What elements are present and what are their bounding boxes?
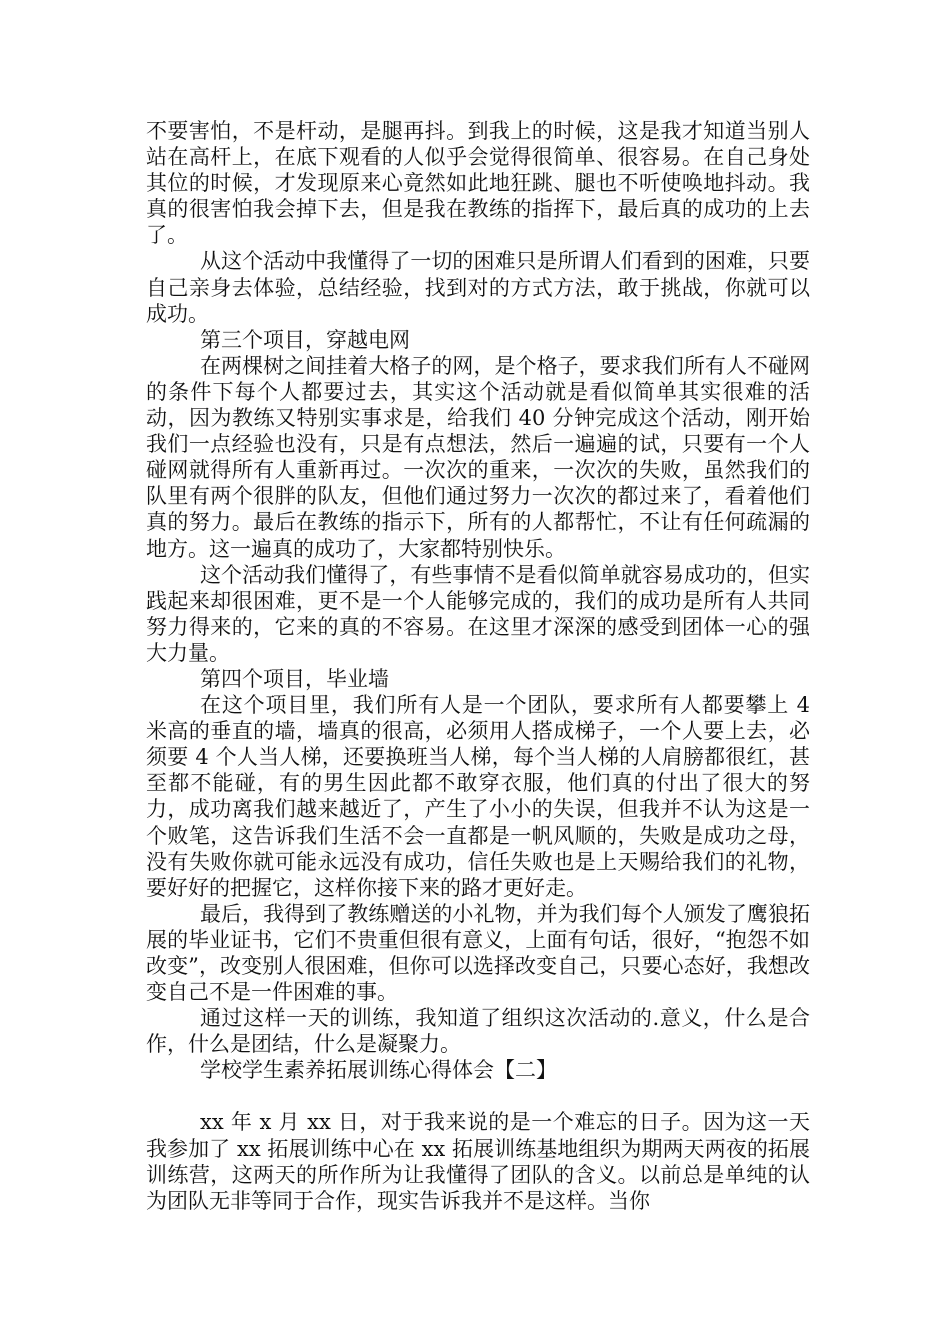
section-heading-project-3: 第三个项目，穿越电网 <box>200 327 410 352</box>
paragraph-4: 这个活动我们懂得了，有些事情不是看似简单就容易成功的，但实践起来却很困难，更不是一个人能够完成的，我们的成功是所有人共同努力得来的，它来的真的不容易。在这里才深深的感受到团体一心的强大力量。 <box>146 562 810 665</box>
paragraph-5: 在这个项目里，我们所有人是一个团队，要求所有人都要攀上 4 米高的垂直的墙，墙真的很高，必须用人搭成梯子，一个人要上去，必须要 4 个人当人梯，还要换班当人梯，每个当人梯的人肩膀都很红，甚至都不能碰，有的男生因此都不敢穿衣服，他们真的付出了很大的努力，成功离我们越来越近了，产生了小小的失误，但我并不认为这是一个败笔，这告诉我们生活不会一直都是一帆风顺的，失败是成功之母，没有失败你就可能永远没有成功，信任失败也是上天赐给我们的礼物，要好好的把握它，这样你接下来的路才更好走。 <box>146 693 810 900</box>
paragraph-7: 通过这样一天的训练，我知道了组织这次活动的.意义，什么是合作，什么是团结，什么是凝聚力。 <box>146 1006 810 1057</box>
section-heading-project-4: 第四个项目，毕业墙 <box>200 666 389 691</box>
blank-line <box>146 1083 810 1109</box>
paragraph-8: xx 年 x 月 xx 日，对于我来说的是一个难忘的日子。因为这一天我参加了 xx 拓展训练中心在 xx 拓展训练基地组织为期两天两夜的拓展训练营，这两天的所作所为让我懂得了团队的含义。以前总是单纯的认为团队无非等同于合作，现实告诉我并不是这样。当你 <box>146 1110 810 1213</box>
document-body <box>146 118 810 1214</box>
paragraph-2: 从这个活动中我懂得了一切的困难只是所谓人们看到的困难，只要自己亲身去体验，总结经验，找到对的方式方法，敢于挑战，你就可以成功。 <box>146 249 810 326</box>
paragraph-1: 不要害怕，不是杆动，是腿再抖。到我上的时候，这是我才知道当别人站在高杆上，在底下观看的人似乎会觉得很简单、很容易。在自己身处其位的时候，才发现原来心竟然如此地狂跳、腿也不听使唤地抖动。我真的很害怕我会掉下去，但是我在教练的指挥下，最后真的成功的上去了。 <box>146 119 810 248</box>
paragraph-6: 最后，我得到了教练赠送的小礼物，并为我们每个人颁发了鹰狼拓展的毕业证书，它们不贵重但很有意义，上面有句话，很好，“抱怨不如改变”，改变别人很困难，但你可以选择改变自己，只要心态好，我想改变自己不是一件困难的事。 <box>146 901 810 1005</box>
paragraph-3: 在两棵树之间挂着大格子的网，是个格子，要求我们所有人不碰网的条件下每个人都要过去，其实这个活动就是看似简单其实很难的活动，因为教练又特别实事求是，给我们 40 分钟完成这个活动，刚开始我们一点经验也没有，只是有点想法，然后一遍遍的试，只要有一个人碰网就得所有人重新再过。一次次的重来，一次次的失败，虽然我们的队里有两个很胖的队友，但他们通过努力一次次的都过来了，看着他们真的努力。最后在教练的指示下，所有的人都帮忙，不让有任何疏漏的地方。这一遍真的成功了，大家都特别快乐。 <box>146 353 810 561</box>
article-title-part-2: 学校学生素养拓展训练心得体会【二】 <box>200 1058 557 1083</box>
